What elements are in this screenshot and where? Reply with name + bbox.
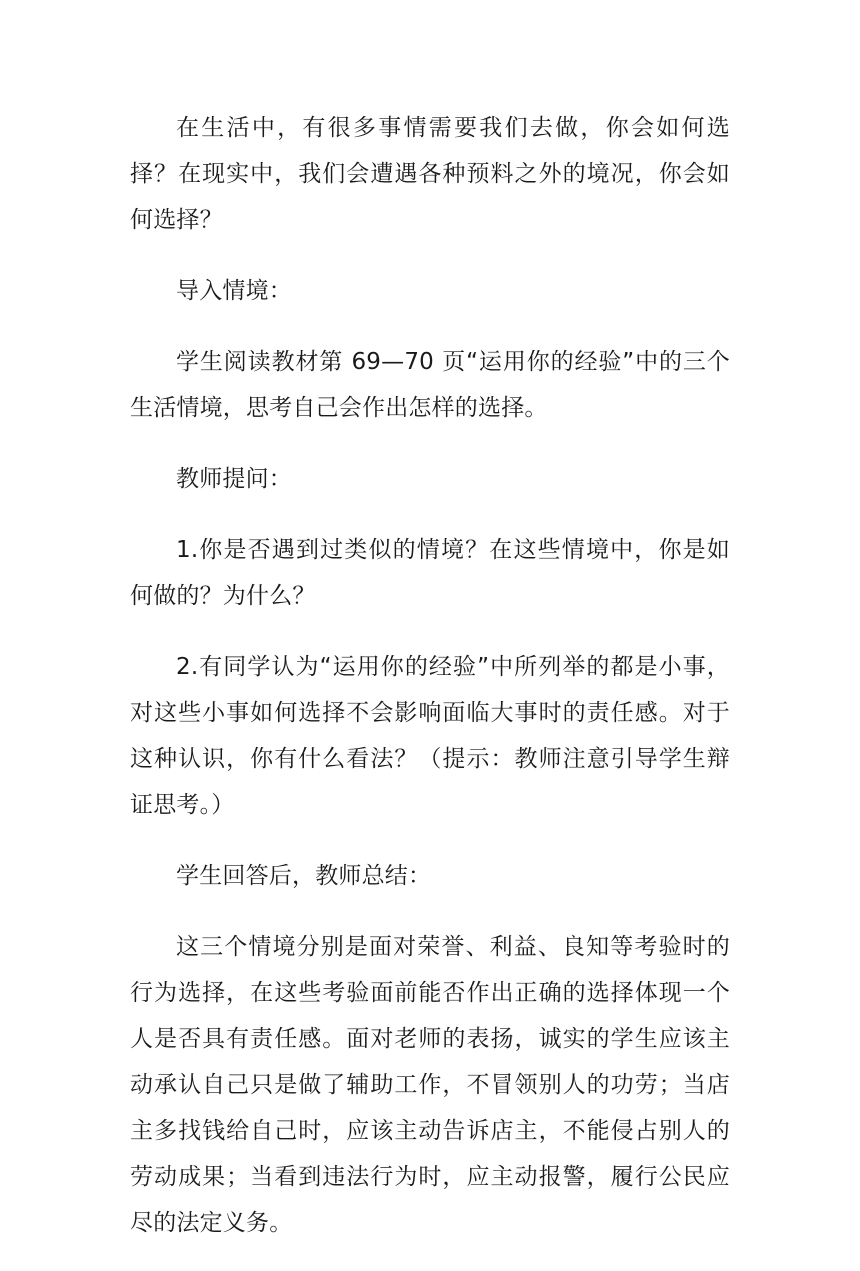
section-heading-scenario: 导入情境：: [176, 278, 292, 304]
document-page: [130, 105, 730, 1271]
question-1-paragraph: 1.你是否遇到过类似的情境？在这些情境中，你是如何做的？为什么？: [130, 537, 730, 609]
summary-paragraph: 这三个情境分别是面对荣誉、利益、良知等考验时的行为选择，在这些考验面前能否作出正确的选择体现一个人是否具有责任感。面对老师的表扬，诚实的学生应该主动承认自己只是做了辅助工作，不冒领别人的功劳；当店主多找钱给自己时，应该主动告诉店主，不能侵占别人的劳动成果；当看到违法行为时，应主动报警，履行公民应尽的法定义务。: [130, 934, 730, 1236]
reading-paragraph: 学生阅读教材第 69—70 页“运用你的经验”中的三个生活情境，思考自己会作出怎样的选择。: [130, 349, 730, 421]
question-2-paragraph: 2.有同学认为“运用你的经验”中所列举的都是小事，对这些小事如何选择不会影响面临大事时的责任感。对于这种认识，你有什么看法？（提示：教师注意引导学生辩证思考。）: [130, 654, 730, 818]
section-heading-summary: 学生回答后，教师总结：: [176, 863, 432, 889]
intro-paragraph: 在生活中，有很多事情需要我们去做，你会如何选择？在现实中，我们会遭遇各种预料之外的境况，你会如何选择？: [130, 115, 730, 233]
section-heading-questions: 教师提问：: [176, 466, 292, 492]
